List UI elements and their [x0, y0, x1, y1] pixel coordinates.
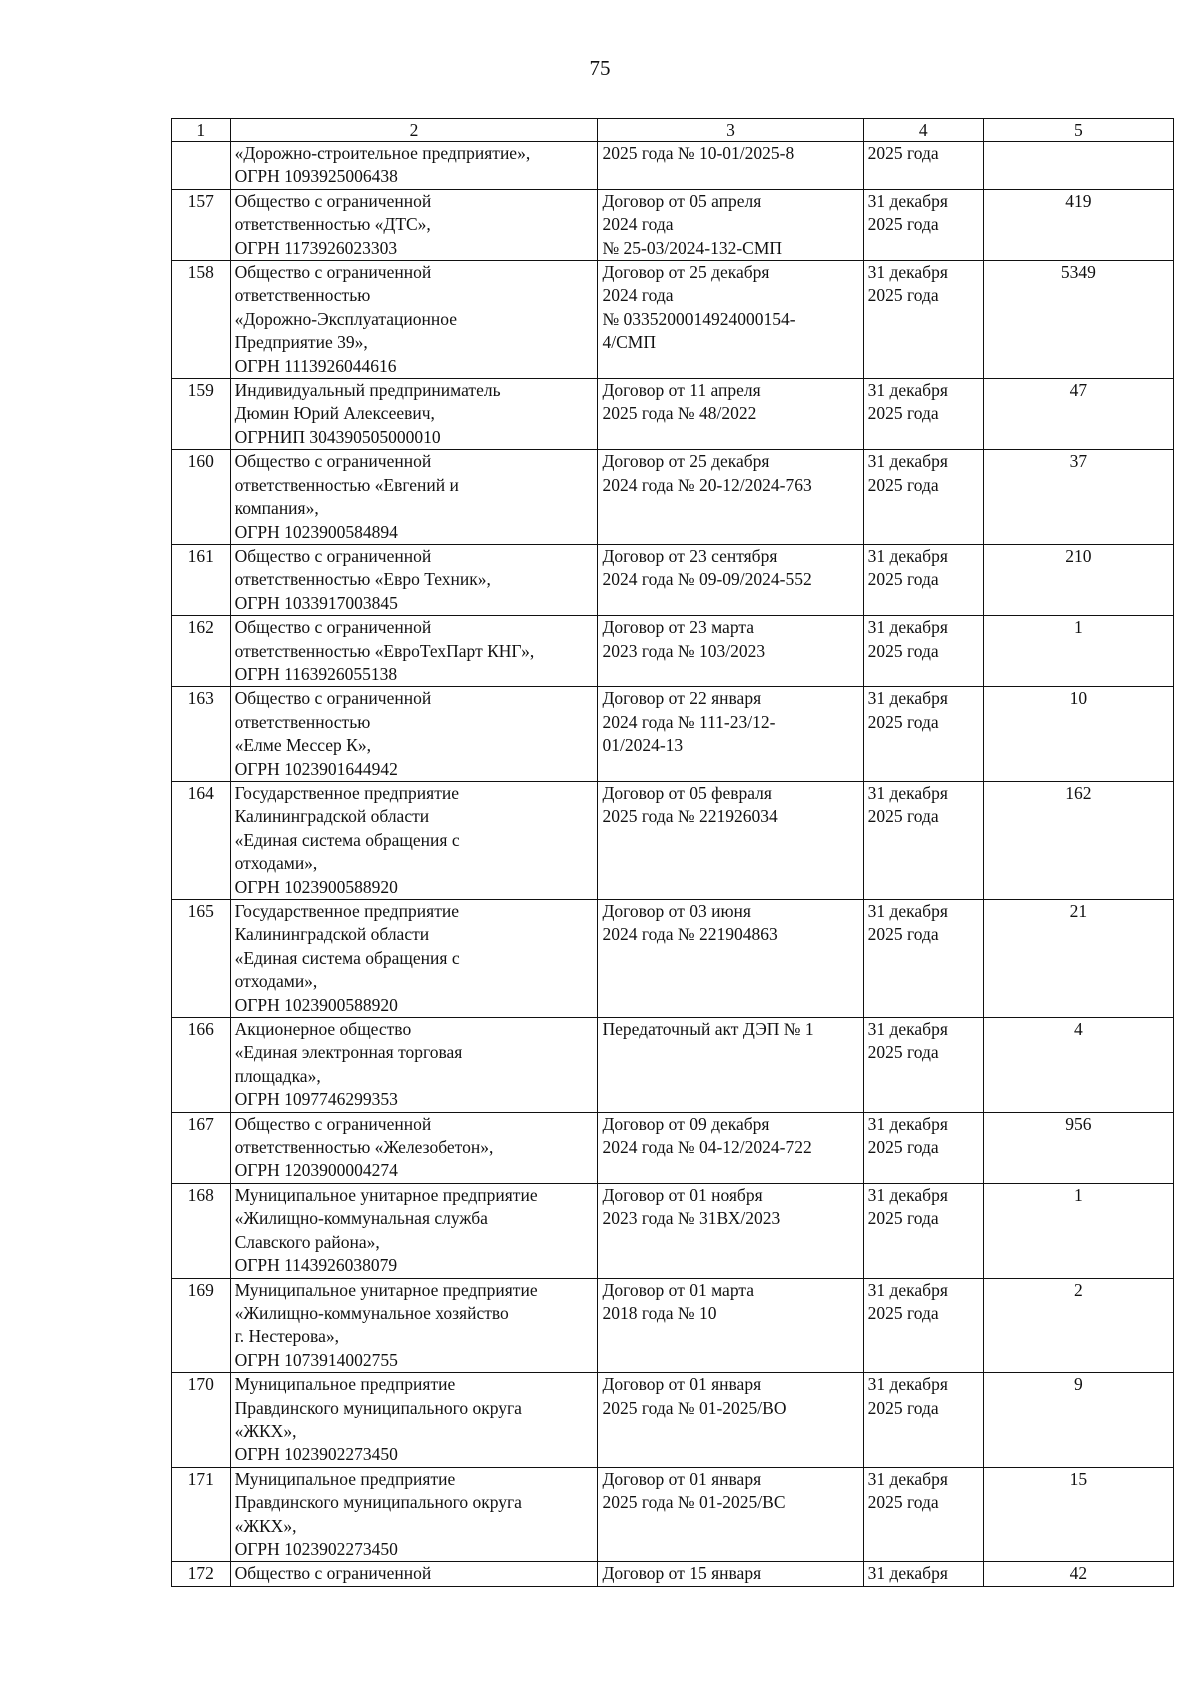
- document-cell: Договор от 01 января 2025 года № 01-2025/ВС: [598, 1467, 863, 1562]
- table-header-row: [172, 119, 1174, 142]
- organization-cell: Общество с ограниченной ответственностью «ДТС», ОГРН 1173926023303: [230, 189, 598, 260]
- organization-cell: Индивидуальный предприниматель Дюмин Юрий Алексеевич, ОГРНИП 304390505000010: [230, 379, 598, 450]
- row-number: 169: [172, 1278, 231, 1373]
- organization-cell: Общество с ограниченной ответственностью «Елме Мессер К», ОГРН 1023901644942: [230, 687, 598, 782]
- table-row: [172, 1183, 1174, 1278]
- table-row: [172, 1112, 1174, 1183]
- document-cell: Договор от 25 декабря 2024 года № 0335200014924000154- 4/СМП: [598, 261, 863, 379]
- term-cell: 31 декабря 2025 года: [863, 450, 983, 545]
- table-row: [172, 261, 1174, 379]
- amount-cell: 10: [983, 687, 1173, 782]
- column-header: 4: [863, 119, 983, 142]
- organization-cell: Муниципальное унитарное предприятие «Жилищно-коммунальная служба Славского района», ОГРН 1143926038079: [230, 1183, 598, 1278]
- row-number: 160: [172, 450, 231, 545]
- amount-cell: 42: [983, 1562, 1173, 1586]
- term-cell: 31 декабря: [863, 1562, 983, 1586]
- amount-cell: 5349: [983, 261, 1173, 379]
- organization-cell: Общество с ограниченной ответственностью «Железобетон», ОГРН 1203900004274: [230, 1112, 598, 1183]
- document-cell: Договор от 05 апреля 2024 года № 25-03/2024-132-СМП: [598, 189, 863, 260]
- table-row: [172, 687, 1174, 782]
- table-row: [172, 781, 1174, 899]
- row-number: 162: [172, 616, 231, 687]
- amount-cell: 37: [983, 450, 1173, 545]
- row-number: 157: [172, 189, 231, 260]
- organization-cell: Муниципальное унитарное предприятие «Жилищно-коммунальное хозяйство г. Нестерова», ОГРН 1073914002755: [230, 1278, 598, 1373]
- row-number: 172: [172, 1562, 231, 1586]
- registry-table: [171, 118, 1174, 1587]
- organization-cell: Государственное предприятие Калининградской области «Единая система обращения с отходами», ОГРН 1023900588920: [230, 900, 598, 1018]
- amount-cell: 210: [983, 544, 1173, 615]
- column-header: 1: [172, 119, 231, 142]
- organization-cell: Общество с ограниченной ответственностью «ЕвроТехПарт КНГ», ОГРН 1163926055138: [230, 616, 598, 687]
- table-row: [172, 142, 1174, 190]
- amount-cell: 162: [983, 781, 1173, 899]
- document-cell: Договор от 23 марта 2023 года № 103/2023: [598, 616, 863, 687]
- document-cell: Договор от 22 января 2024 года № 111-23/12- 01/2024-13: [598, 687, 863, 782]
- row-number: [172, 142, 231, 190]
- amount-cell: 15: [983, 1467, 1173, 1562]
- document-cell: Договор от 05 февраля 2025 года № 221926034: [598, 781, 863, 899]
- table-row: [172, 189, 1174, 260]
- term-cell: 31 декабря 2025 года: [863, 544, 983, 615]
- term-cell: 31 декабря 2025 года: [863, 1373, 983, 1468]
- amount-cell: 21: [983, 900, 1173, 1018]
- organization-cell: Государственное предприятие Калининградской области «Единая система обращения с отходами», ОГРН 1023900588920: [230, 781, 598, 899]
- column-header: 5: [983, 119, 1173, 142]
- term-cell: 31 декабря 2025 года: [863, 1018, 983, 1113]
- amount-cell: 9: [983, 1373, 1173, 1468]
- row-number: 158: [172, 261, 231, 379]
- row-number: 163: [172, 687, 231, 782]
- table-body: [172, 119, 1174, 1587]
- organization-cell: Общество с ограниченной ответственностью «Евро Техник», ОГРН 1033917003845: [230, 544, 598, 615]
- document-cell: Договор от 11 апреля 2025 года № 48/2022: [598, 379, 863, 450]
- document-cell: Договор от 09 декабря 2024 года № 04-12/2024-722: [598, 1112, 863, 1183]
- row-number: 159: [172, 379, 231, 450]
- term-cell: 31 декабря 2025 года: [863, 687, 983, 782]
- amount-cell: 419: [983, 189, 1173, 260]
- document-cell: Договор от 15 января: [598, 1562, 863, 1586]
- term-cell: 31 декабря 2025 года: [863, 1467, 983, 1562]
- row-number: 164: [172, 781, 231, 899]
- amount-cell: 2: [983, 1278, 1173, 1373]
- amount-cell: 1: [983, 1183, 1173, 1278]
- organization-cell: «Дорожно-строительное предприятие», ОГРН 1093925006438: [230, 142, 598, 190]
- document-cell: 2025 года № 10-01/2025-8: [598, 142, 863, 190]
- organization-cell: Акционерное общество «Единая электронная торговая площадка», ОГРН 1097746299353: [230, 1018, 598, 1113]
- document-cell: Договор от 25 декабря 2024 года № 20-12/2024-763: [598, 450, 863, 545]
- term-cell: 31 декабря 2025 года: [863, 1183, 983, 1278]
- document-cell: Передаточный акт ДЭП № 1: [598, 1018, 863, 1113]
- organization-cell: Муниципальное предприятие Правдинского муниципального округа «ЖКХ», ОГРН 1023902273450: [230, 1467, 598, 1562]
- document-cell: Договор от 23 сентября 2024 года № 09-09/2024-552: [598, 544, 863, 615]
- document-cell: Договор от 01 ноября 2023 года № 31ВХ/2023: [598, 1183, 863, 1278]
- row-number: 168: [172, 1183, 231, 1278]
- table-row: [172, 1467, 1174, 1562]
- row-number: 170: [172, 1373, 231, 1468]
- row-number: 171: [172, 1467, 231, 1562]
- table-row: [172, 616, 1174, 687]
- table-row: [172, 379, 1174, 450]
- term-cell: 31 декабря 2025 года: [863, 1112, 983, 1183]
- term-cell: 31 декабря 2025 года: [863, 616, 983, 687]
- table-row: [172, 544, 1174, 615]
- organization-cell: Общество с ограниченной ответственностью «Дорожно-Эксплуатационное Предприятие 39», ОГРН 1113926044616: [230, 261, 598, 379]
- term-cell: 31 декабря 2025 года: [863, 781, 983, 899]
- term-cell: 2025 года: [863, 142, 983, 190]
- organization-cell: Общество с ограниченной: [230, 1562, 598, 1586]
- amount-cell: 4: [983, 1018, 1173, 1113]
- organization-cell: Муниципальное предприятие Правдинского муниципального округа «ЖКХ», ОГРН 1023902273450: [230, 1373, 598, 1468]
- table-row: [172, 900, 1174, 1018]
- table-row: [172, 1018, 1174, 1113]
- table-row: [172, 1373, 1174, 1468]
- column-header: 2: [230, 119, 598, 142]
- row-number: 167: [172, 1112, 231, 1183]
- document-cell: Договор от 01 марта 2018 года № 10: [598, 1278, 863, 1373]
- row-number: 166: [172, 1018, 231, 1113]
- amount-cell: [983, 142, 1173, 190]
- amount-cell: 1: [983, 616, 1173, 687]
- table-row: [172, 1562, 1174, 1586]
- row-number: 165: [172, 900, 231, 1018]
- row-number: 161: [172, 544, 231, 615]
- organization-cell: Общество с ограниченной ответственностью «Евгений и компания», ОГРН 1023900584894: [230, 450, 598, 545]
- document-cell: Договор от 01 января 2025 года № 01-2025/ВО: [598, 1373, 863, 1468]
- document-cell: Договор от 03 июня 2024 года № 221904863: [598, 900, 863, 1018]
- table-row: [172, 450, 1174, 545]
- amount-cell: 47: [983, 379, 1173, 450]
- term-cell: 31 декабря 2025 года: [863, 261, 983, 379]
- table-row: [172, 1278, 1174, 1373]
- term-cell: 31 декабря 2025 года: [863, 189, 983, 260]
- page-number: 75: [589, 56, 611, 80]
- column-header: 3: [598, 119, 863, 142]
- term-cell: 31 декабря 2025 года: [863, 900, 983, 1018]
- amount-cell: 956: [983, 1112, 1173, 1183]
- term-cell: 31 декабря 2025 года: [863, 379, 983, 450]
- term-cell: 31 декабря 2025 года: [863, 1278, 983, 1373]
